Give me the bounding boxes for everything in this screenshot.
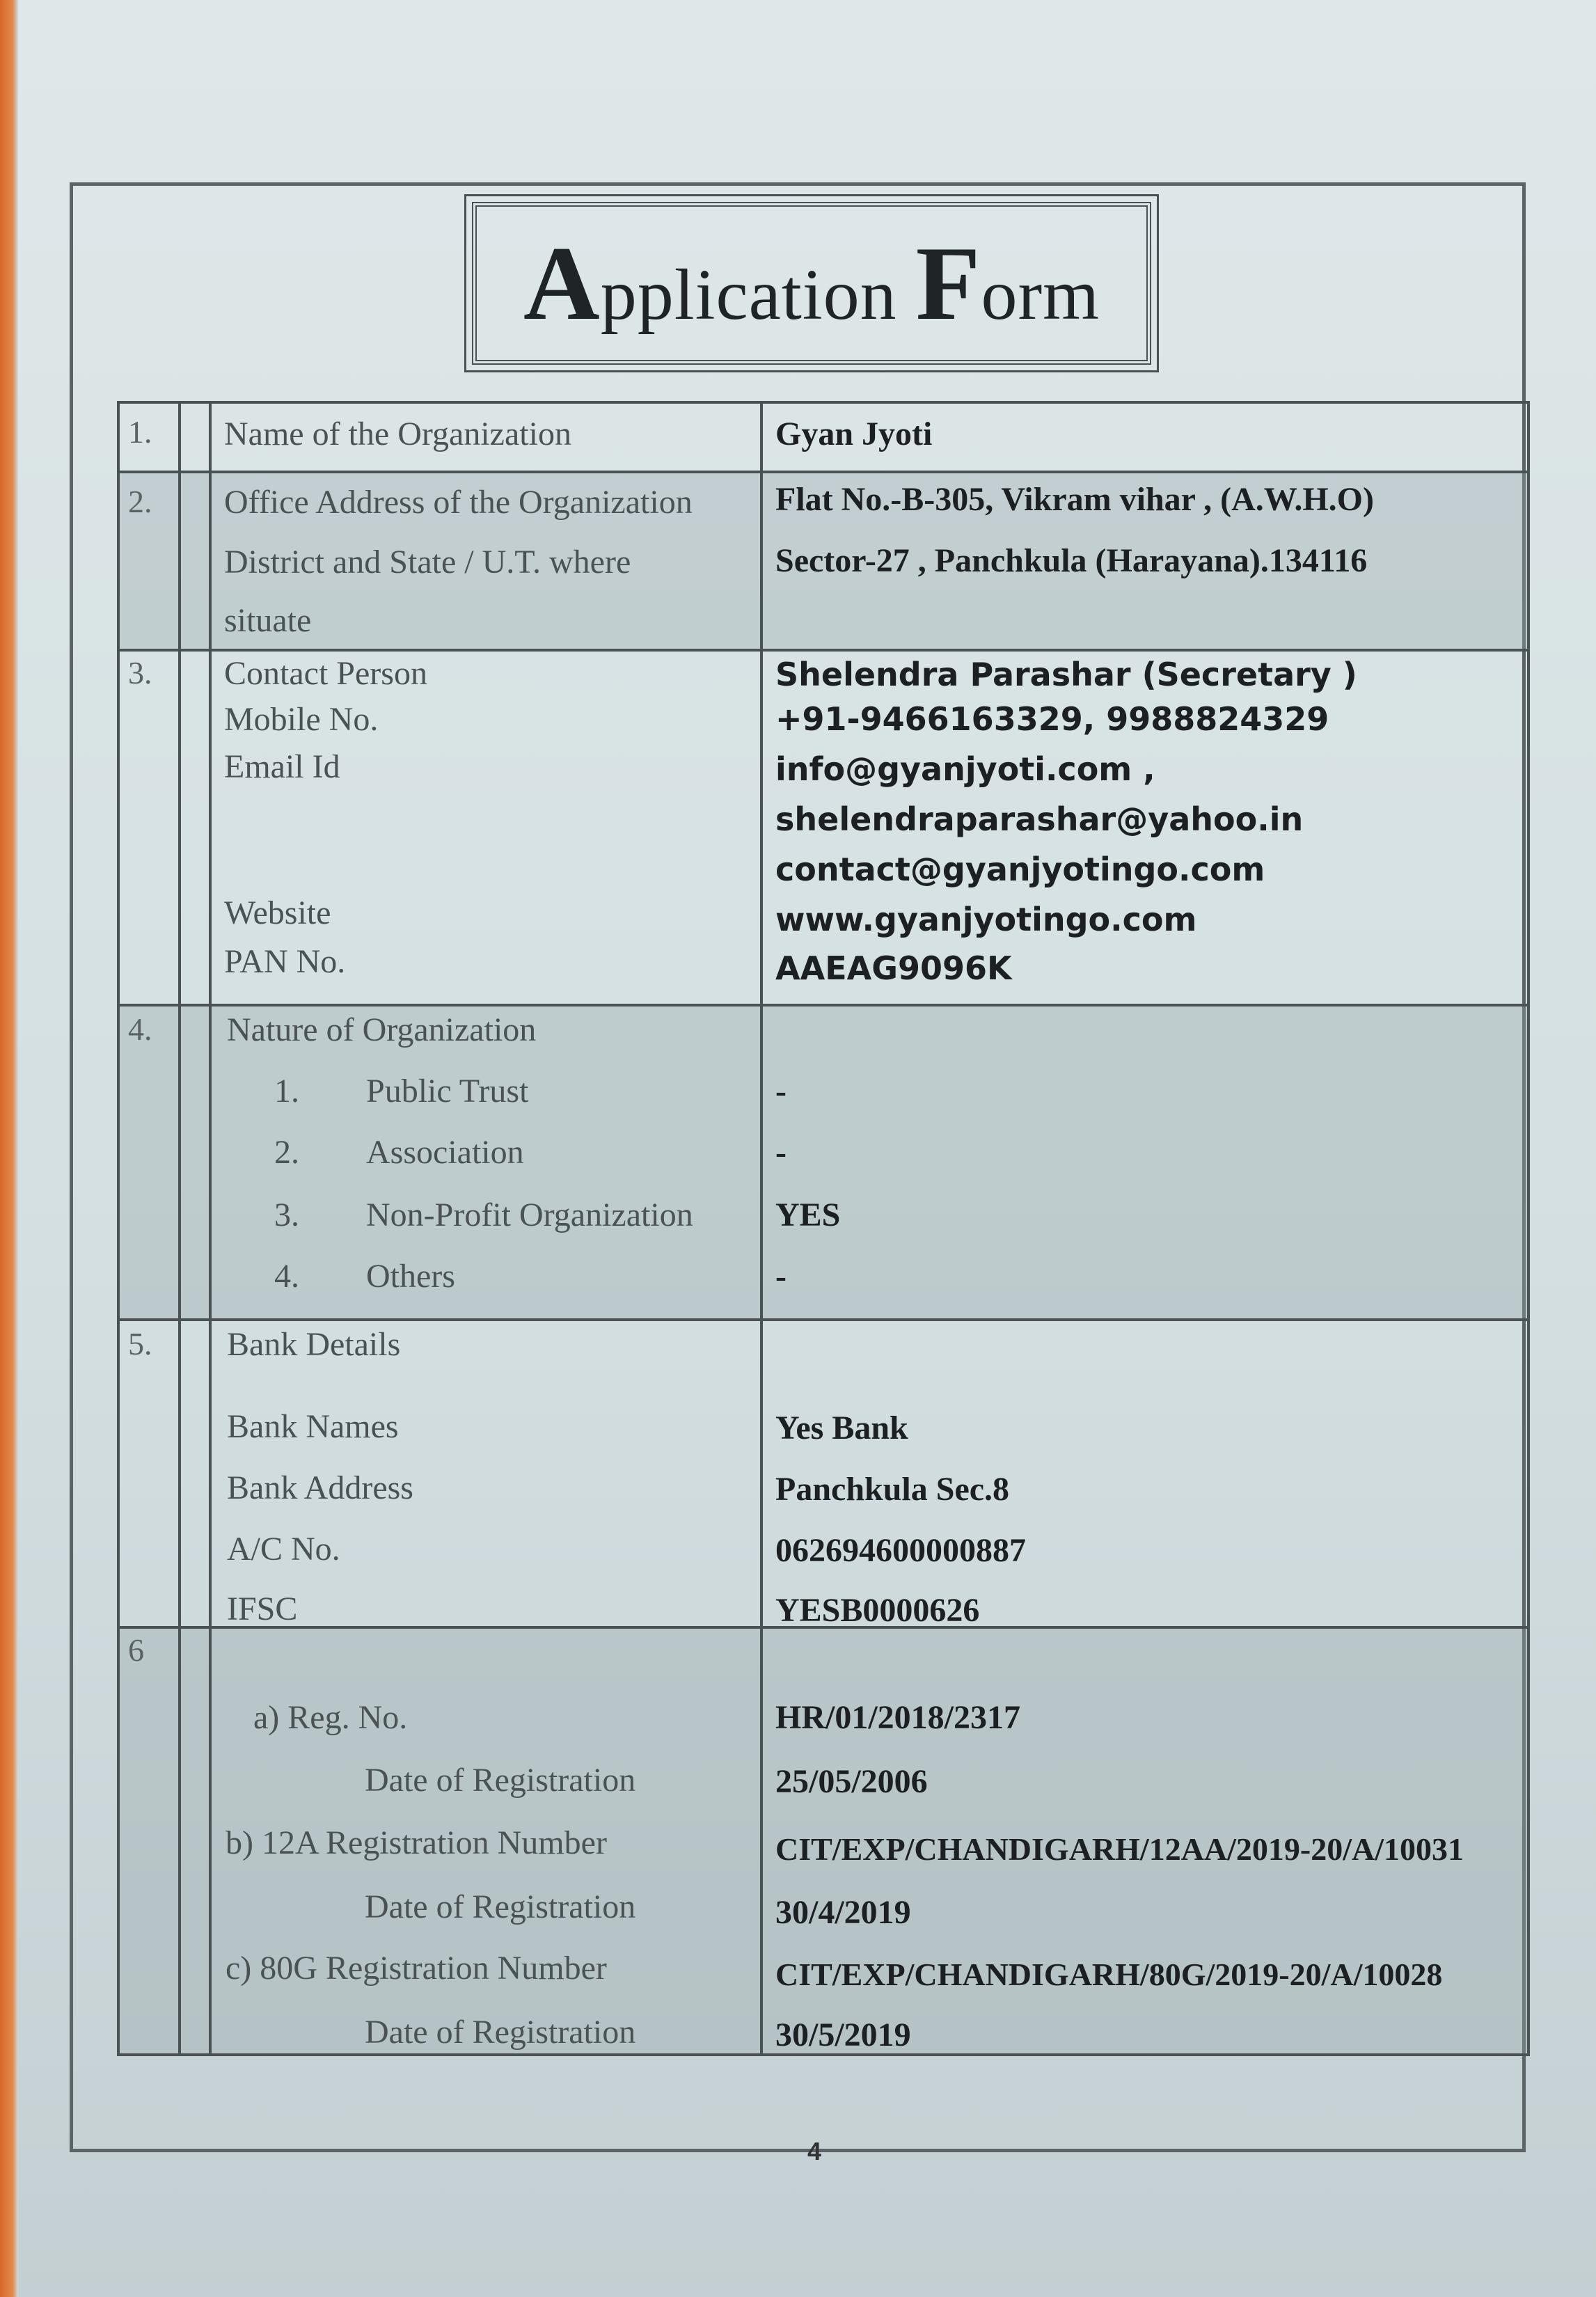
value-ifsc: YESB0000626 — [775, 1592, 980, 1629]
nature-item-label: Non-Profit Organization — [366, 1197, 693, 1233]
row-number: 5. — [128, 1326, 152, 1361]
value-12a-number: CIT/EXP/CHANDIGARH/12AA/2019-20/A/10031 — [775, 1831, 1464, 1867]
value-email-1: info@gyanjyoti.com , — [775, 750, 1155, 788]
label-bank-names: Bank Names — [227, 1408, 399, 1445]
row-office-address — [120, 473, 1527, 652]
label-nature-of-organization: Nature of Organization — [227, 1011, 537, 1048]
value-pan: AAEAG9096K — [775, 949, 1012, 987]
nature-item-number: 1. — [274, 1073, 299, 1110]
page-number: 4 — [807, 2137, 822, 2165]
row-nature-of-organization — [120, 1007, 1527, 1321]
row-number: 2. — [128, 484, 152, 519]
value-account-number: 062694600000887 — [775, 1532, 1026, 1569]
label-date-of-registration: Date of Registration — [365, 1762, 636, 1799]
label-ifsc: IFSC — [227, 1590, 298, 1627]
value-contact-person: Shelendra Parashar (Secretary ) — [775, 656, 1357, 693]
nature-item-number: 4. — [274, 1258, 299, 1295]
value-mobile: +91-9466163329, 9988824329 — [775, 700, 1329, 738]
value-12a-date: 30/4/2019 — [775, 1894, 911, 1931]
value-address-line1: Flat No.-B-305, Vikram vihar , (A.W.H.O) — [775, 481, 1374, 518]
label-situate: situate — [224, 602, 312, 639]
nature-item-label: Others — [366, 1258, 455, 1295]
row-contact — [120, 652, 1527, 1007]
row-number: 1. — [128, 414, 152, 450]
label-mobile: Mobile No. — [224, 701, 379, 738]
row-bank-details — [120, 1321, 1527, 1629]
label-contact-person: Contact Person — [224, 655, 427, 692]
title-box — [472, 202, 1151, 365]
row-number: 4. — [128, 1011, 152, 1047]
nature-item-value: - — [775, 1134, 787, 1171]
nature-item-number: 3. — [274, 1197, 299, 1233]
value-email-3: contact@gyanjyotingo.com — [775, 851, 1265, 888]
value-reg-no: HR/01/2018/2317 — [775, 1699, 1021, 1736]
row-organization-name — [120, 404, 1527, 473]
value-bank-name: Yes Bank — [775, 1410, 908, 1446]
row-registration — [120, 1629, 1527, 2053]
label-80g-registration-number: c) 80G Registration Number — [226, 1950, 607, 1987]
row-number: 3. — [128, 655, 152, 690]
nature-item-label: Public Trust — [366, 1073, 529, 1110]
label-reg-no: a) Reg. No. — [253, 1699, 408, 1736]
value-bank-address: Panchkula Sec.8 — [775, 1471, 1010, 1508]
value-80g-date: 30/5/2019 — [775, 2016, 911, 2053]
value-website: www.gyanjyotingo.com — [775, 901, 1197, 938]
label-pan: PAN No. — [224, 943, 346, 980]
binder-edge — [0, 0, 18, 2297]
label-website: Website — [224, 894, 331, 931]
value-reg-date: 25/05/2006 — [775, 1763, 928, 1800]
value-email-2: shelendraparashar@yahoo.in — [775, 800, 1304, 838]
label-organization-name: Name of the Organization — [224, 416, 571, 452]
application-table — [117, 401, 1530, 2056]
nature-item-number: 2. — [274, 1134, 299, 1171]
nature-item-value: - — [775, 1073, 787, 1110]
row-number: 6 — [128, 1632, 144, 1668]
value-organization-name: Gyan Jyoti — [775, 416, 933, 452]
value-address-line2: Sector-27 , Panchkula (Harayana).134116 — [775, 542, 1368, 579]
value-80g-number: CIT/EXP/CHANDIGARH/80G/2019-20/A/10028 — [775, 1957, 1443, 1992]
nature-item-value: - — [775, 1258, 787, 1295]
label-date-of-registration: Date of Registration — [365, 2014, 636, 2051]
label-email: Email Id — [224, 748, 340, 785]
label-bank-details: Bank Details — [227, 1326, 401, 1363]
nature-item-label: Association — [366, 1134, 524, 1171]
page-title: Application Form — [523, 225, 1100, 342]
label-office-address: Office Address of the Organization — [224, 484, 693, 521]
label-12a-registration-number: b) 12A Registration Number — [226, 1824, 607, 1861]
label-date-of-registration: Date of Registration — [365, 1888, 636, 1925]
nature-item-value: YES — [775, 1197, 841, 1233]
label-district-state: District and State / U.T. where — [224, 544, 631, 581]
label-account-number: A/C No. — [227, 1531, 340, 1568]
label-bank-address: Bank Address — [227, 1469, 413, 1506]
